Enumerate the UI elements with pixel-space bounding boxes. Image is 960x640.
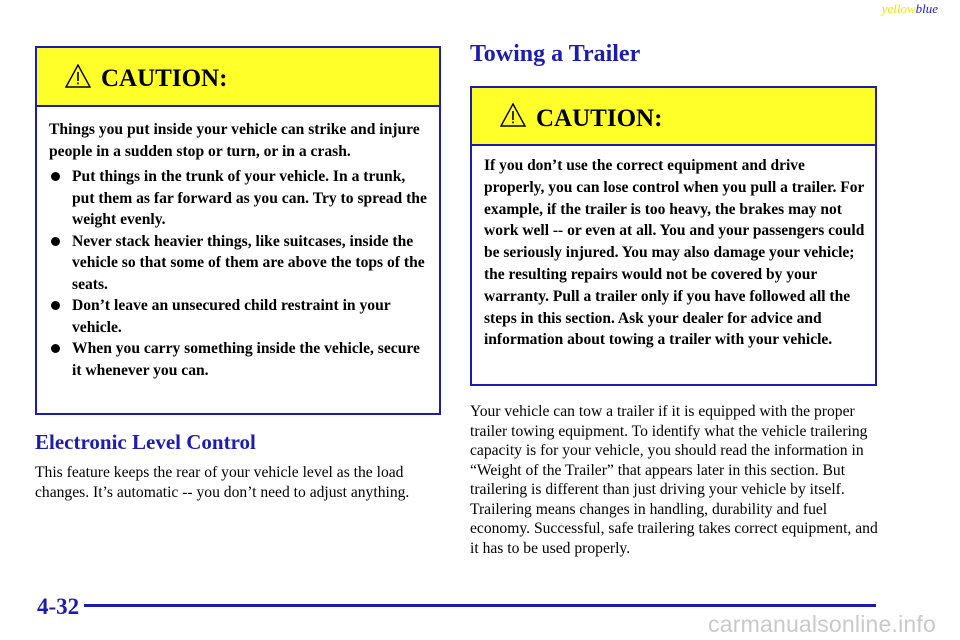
paragraph-electronic-level-control: This feature keeps the rear of your vehicle level as the load changes. It’s automatic -- you don’t need to adjust anything. (35, 464, 410, 501)
page-number: 4-32 (37, 594, 80, 619)
list-item (49, 166, 429, 231)
caution-header (37, 48, 439, 107)
section-heading-electronic-level-control: Electronic Level Control (35, 430, 256, 454)
bullet-dot-icon (51, 237, 60, 246)
caution-bullet-list (49, 166, 429, 381)
bullet-dot-icon (51, 344, 60, 353)
bullet-dot-icon (51, 301, 60, 310)
caution-box-cargo (35, 46, 441, 415)
caution-body: If you don’t use the correct equipment and drive properly, you can lose control when you pull a trailer. For example, if the trailer is too heavy, the brakes may not work well -- or even at all. You and your passengers could be seriously injured. You may also damage your vehicle; the resulting repairs would not be covered by your warranty. Pull a trailer only if you have followed all the steps in this section. Ask your dealer for advice and information about towing a trailer with your vehicle. (484, 157, 865, 349)
caution-body (37, 107, 439, 381)
list-item (49, 338, 429, 381)
caution-intro: Things you put inside your vehicle can strike and injure people in a sudden stop or turn, or in a crash. (49, 121, 420, 160)
list-item (49, 231, 429, 296)
bullet-dot-icon (51, 172, 60, 181)
warning-triangle-icon (65, 64, 91, 93)
list-item (49, 295, 429, 338)
bullet-text: Put things in the trunk of your vehicle. In a trunk, put them as far forward as you can. Try to spread the weight evenly. (72, 168, 427, 228)
color-separation-label (882, 1, 938, 17)
footer-rule (84, 604, 876, 607)
caution-box-towing (470, 86, 877, 386)
warning-triangle-icon (500, 103, 526, 132)
bullet-text: When you carry something inside the vehicle, secure it whenever you can. (72, 340, 420, 379)
bullet-text: Never stack heavier things, like suitcases, inside the vehicle so that some of them are above the tops of the seats. (72, 232, 425, 293)
bullet-text: Don’t leave an unsecured child restraint in your vehicle. (72, 297, 391, 336)
color-label-blue: blue (915, 1, 938, 16)
watermark: carmanualsonline.info (708, 611, 936, 637)
color-label-yellow: yellow (881, 1, 916, 16)
section-heading-towing-a-trailer: Towing a Trailer (470, 41, 641, 67)
caution-title: CAUTION: (536, 105, 663, 132)
paragraph-towing-a-trailer: Your vehicle can tow a trailer if it is equipped with the proper trailer towing equipment. To identify what the vehicle trailering capacity is for your vehicle, you should read the information in “Weight of the Trailer” that appears later in this section. But trailering is different than just driving your vehicle by itself. Trailering means changes in handling, durability and fuel economy. Successful, safe trailering takes correct equipment, and it has to be used properly. (470, 403, 878, 557)
caution-title: CAUTION: (101, 65, 228, 92)
caution-header (472, 88, 875, 146)
